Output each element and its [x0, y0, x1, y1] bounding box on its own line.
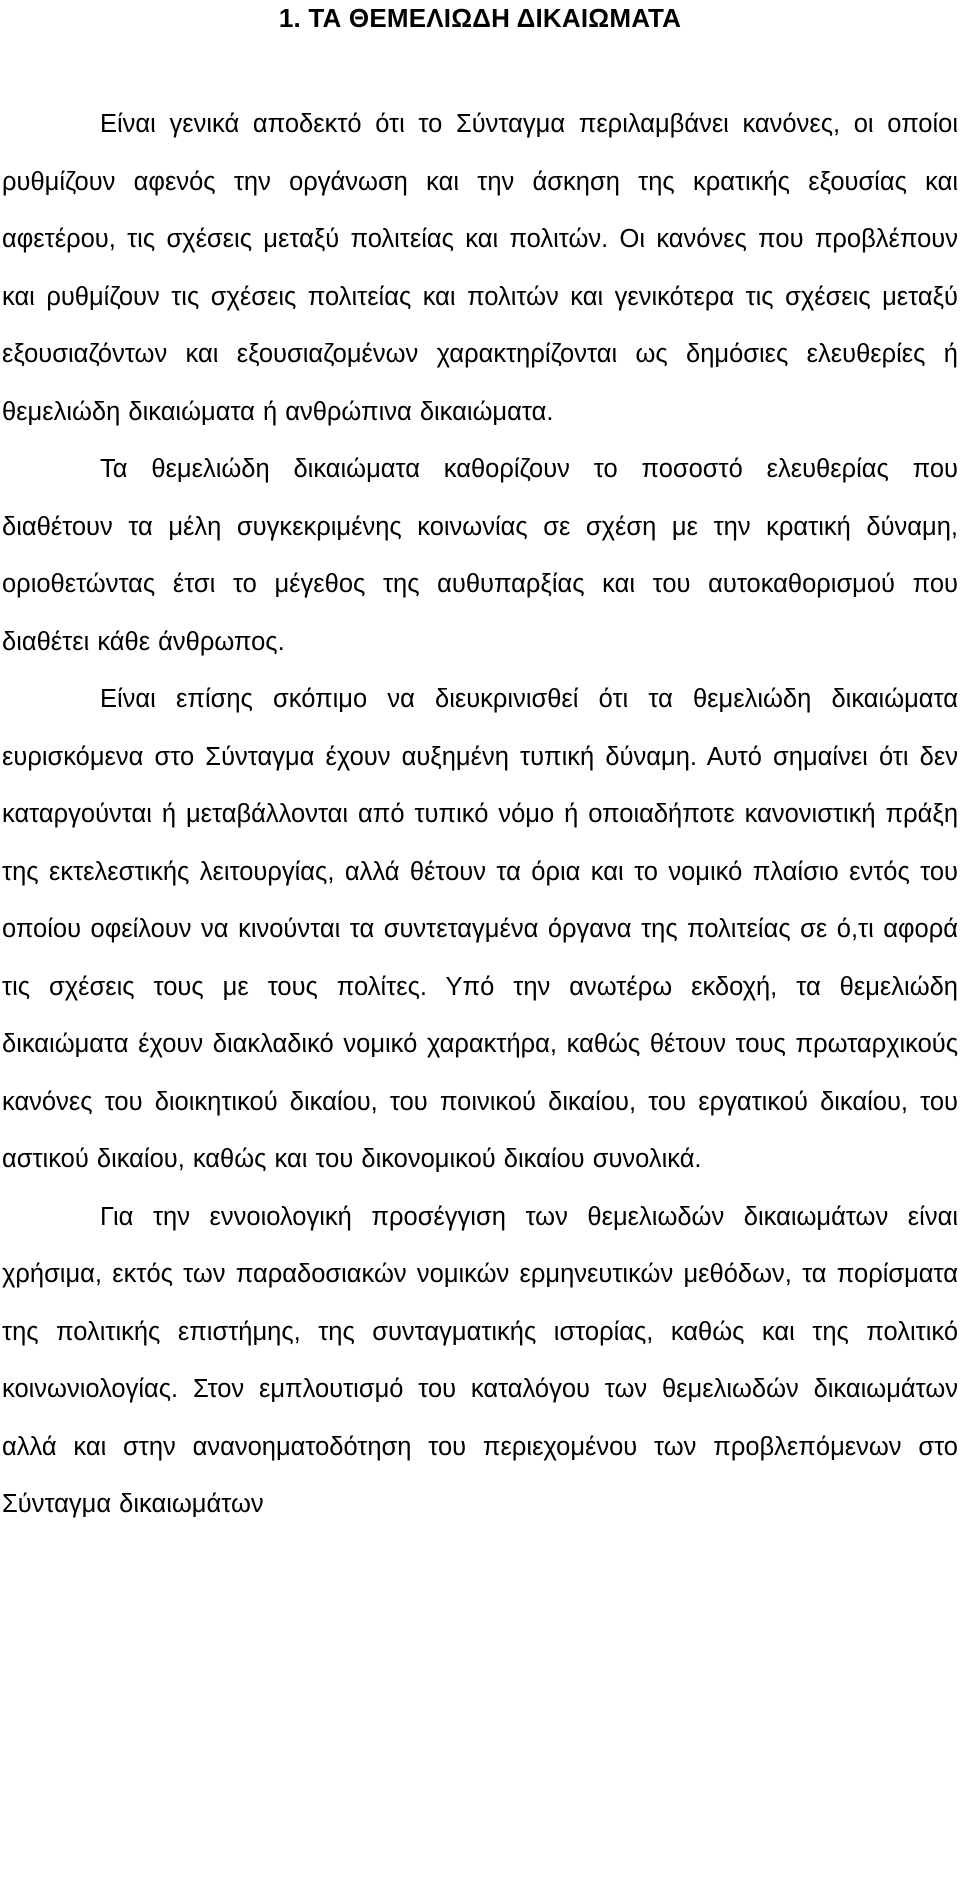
- paragraph-3: Είναι επίσης σκόπιμο να διευκρινισθεί ότι τα θεμελιώδη δικαιώματα ευρισκόμενα στο Σύνταγμα έχουν αυξημένη τυπική δύναμη. Αυτό σημαίνει ότι δεν καταργούνται ή μεταβάλλονται από τυπικό νόμο ή οποιαδήποτε κανονιστική πράξη της εκτελεστικής λειτουργίας, αλλά θέτουν τα όρια και το νομικό πλαίσιο εντός του οποίου οφείλουν να κινούνται τα συντεταγμένα όργανα της πολιτείας σε ό,τι αφορά τις σχέσεις τους με τους πολίτες. Υπό την ανωτέρω εκδοχή, τα θεμελιώδη δικαιώματα έχουν διακλαδικό νομικό χαρακτήρα, καθώς θέτουν τους πρωταρχικούς κανόνες του διοικητικού δικαίου, του ποινικού δικαίου, του εργατικού δικαίου, του αστικού δικαίου, καθώς και του δικονομικού δικαίου συνολικά.: [2, 685, 958, 1173]
- page-title: 1. ΤΑ ΘΕΜΕΛΙΩΔΗ ΔΙΚΑΙΩΜΑΤΑ: [278, 3, 682, 33]
- paragraph-2: Τα θεμελιώδη δικαιώματα καθορίζουν το ποσοστό ελευθερίας που διαθέτουν τα μέλη συγκεκριμένης κοινωνίας σε σχέση με την κρατική δύναμη, οριοθετώντας έτσι το μέγεθος της αυθυπαρξίας και του αυτοκαθορισμού που διαθέτει κάθε άνθρωπος.: [2, 455, 958, 656]
- paragraph-4: Για την εννοιολογική προσέγγιση των θεμελιωδών δικαιωμάτων είναι χρήσιμα, εκτός των παραδοσιακών νομικών ερμηνευτικών μεθόδων, τα πορίσματα της πολιτικής επιστήμης, της συνταγματικής ιστορίας, καθώς και της πολιτικό κοινωνιολογίας. Στον εμπλουτισμό του καταλόγου των θεμελιωδών δικαιωμάτων αλλά και στην ανανοηματοδότηση του περιεχομένου των προβλεπόμενων στο Σύνταγμα δικαιωμάτων: [2, 1202, 958, 1518]
- paragraph-1: Είναι γενικά αποδεκτό ότι το Σύνταγμα περιλαμβάνει κανόνες, οι οποίοι ρυθμίζουν αφενός την οργάνωση και την άσκηση της κρατικής εξουσίας και αφετέρου, τις σχέσεις μεταξύ πολιτείας και πολιτών. Οι κανόνες που προβλέπουν και ρυθμίζουν τις σχέσεις πολιτείας και πολιτών και γενικότερα τις σχέσεις μεταξύ εξουσιαζόντων και εξουσιαζομένων χαρακτηρίζονται ως δημόσιες ελευθερίες ή θεμελιώδη δικαιώματα ή ανθρώπινα δικαιώματα.: [2, 110, 958, 426]
